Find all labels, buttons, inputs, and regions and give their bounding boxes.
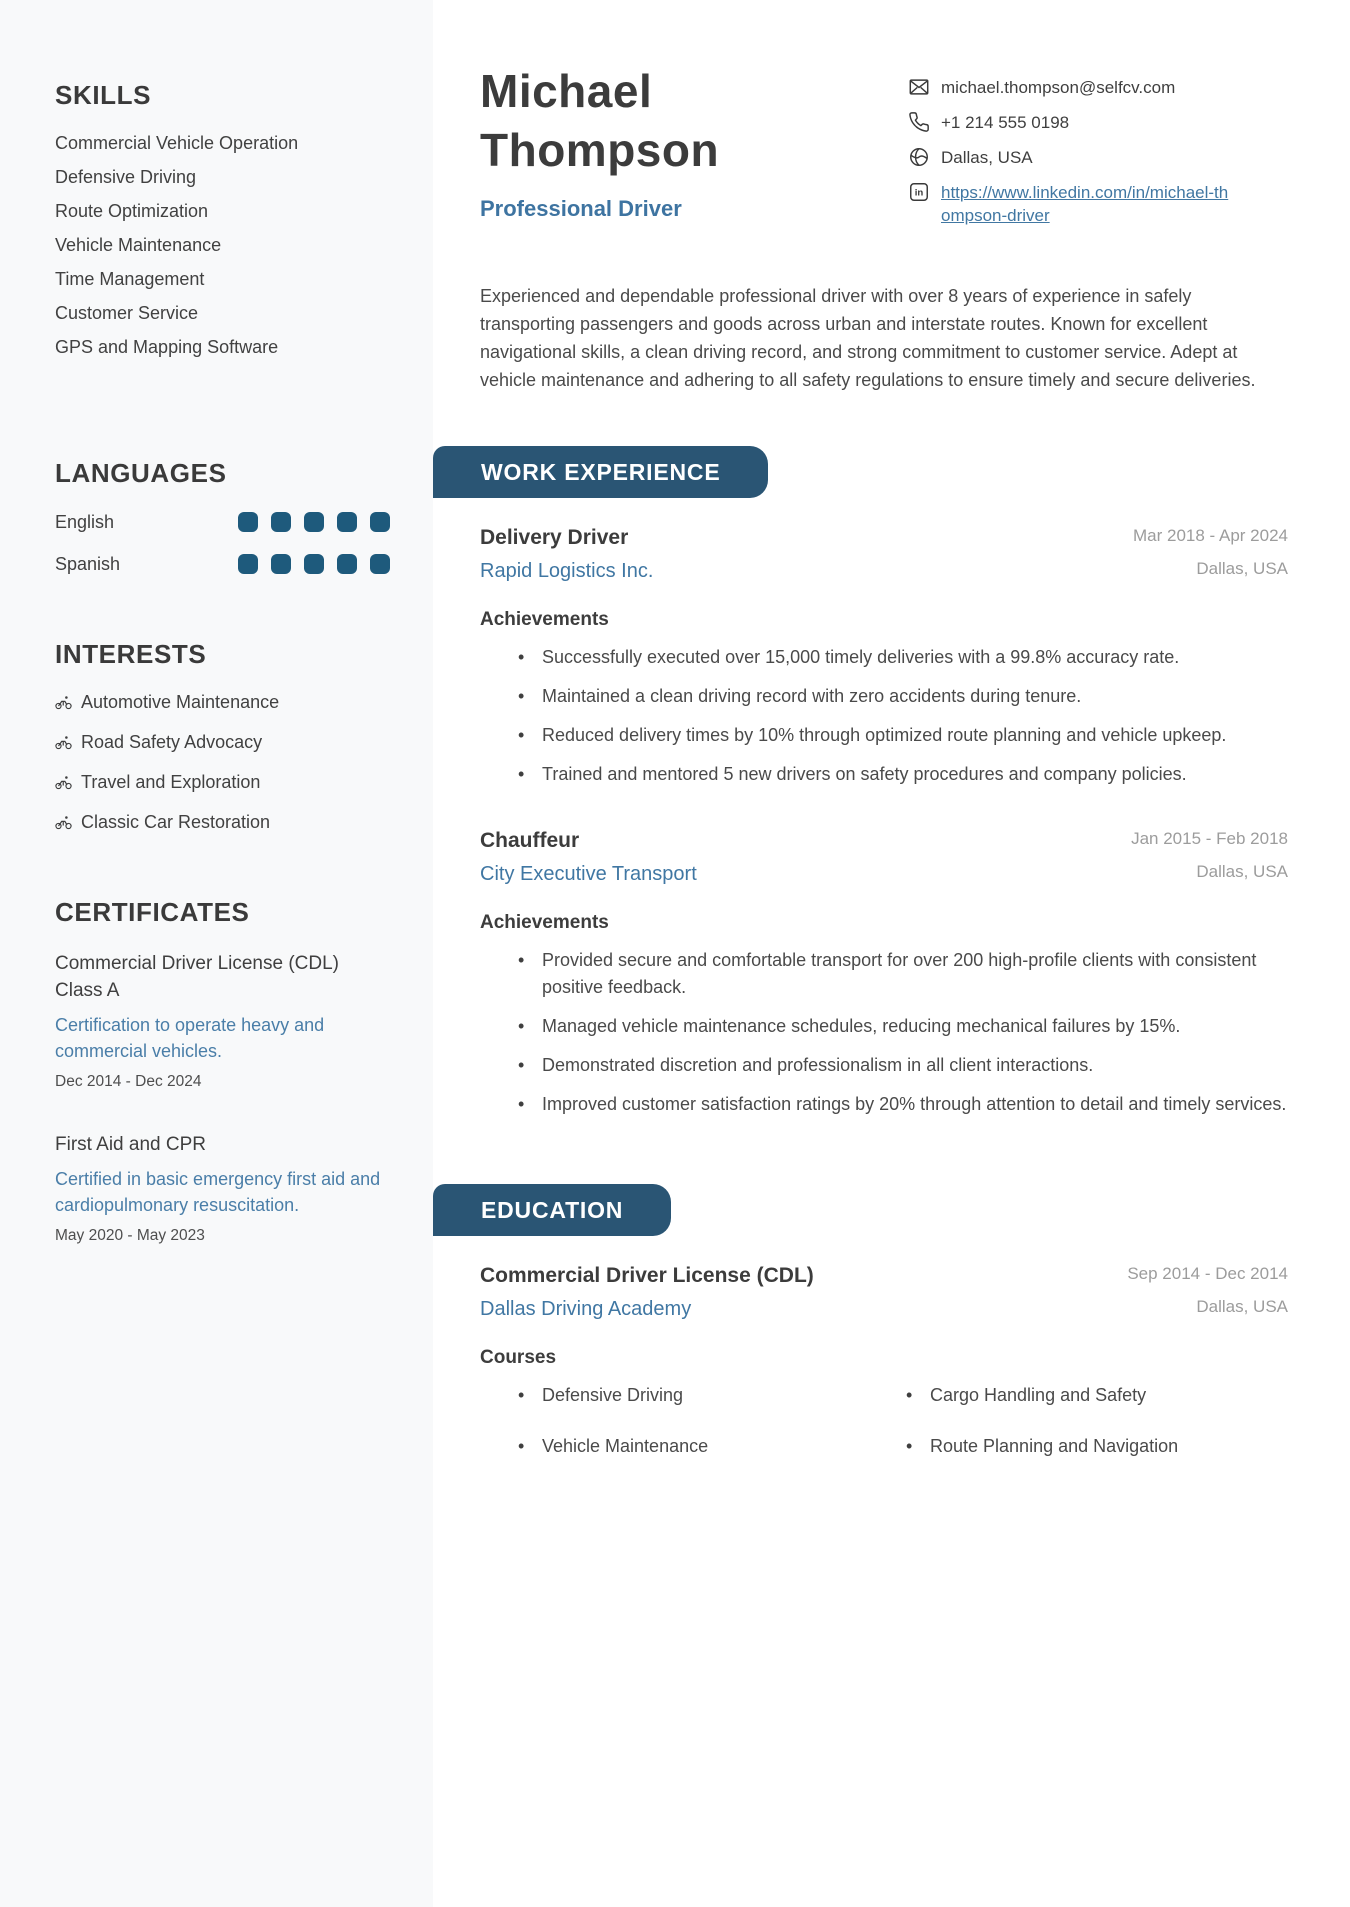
linkedin-icon [908,181,930,203]
certificate-description: Certification to operate heavy and commercial vehicles. [55,1015,325,1061]
skill-item: Route Optimization [55,201,209,221]
interest-label: Classic Car Restoration [81,812,271,832]
skill-item: Customer Service [55,303,199,323]
education-location: Dallas, USA [1196,1296,1288,1316]
level-square [304,554,324,574]
achievement-item: • Demonstrated discretion and professionalism in all client interactions. [480,1052,1288,1079]
education-period: Sep 2014 - Dec 2014 [1127,1263,1288,1283]
skill-item: Vehicle Maintenance [55,235,222,255]
person-name: Michael Thompson [480,65,720,176]
contact-phone-row [908,111,1288,134]
job-role: Delivery Driver [480,525,629,549]
interest-label: Automotive Maintenance [81,692,280,712]
svg-text:in: in [914,187,924,199]
cyclist-icon [55,775,72,790]
cyclist-icon [55,815,72,830]
language-level-indicator [225,554,390,574]
linkedin-link[interactable]: https://www.linkedin.com/in/michael-thompson-driver [941,183,1229,225]
skill-item: GPS and Mapping Software [55,337,279,357]
achievement-item: • Successfully executed over 15,000 timely deliveries with a 99.8% accuracy rate. [480,644,1288,671]
achievement-item: • Trained and mentored 5 new drivers on safety procedures and company policies. [480,761,1288,788]
course-item: • Cargo Handling and Safety [868,1382,1288,1409]
certificate-period: May 2020 - May 2023 [55,1227,205,1244]
job-header [480,828,1288,886]
contact-block [908,76,1288,239]
language-row [55,553,390,575]
level-square [238,512,258,532]
courses-label: Courses [480,1346,557,1368]
achievement-item: • Improved customer satisfaction ratings by 20% through attention to detail and timely services. [480,1091,1288,1118]
job-entry [480,828,1288,1118]
language-row [55,511,390,533]
interest-item [55,732,390,753]
skill-item: Time Management [55,269,205,289]
job-period: Mar 2018 - Apr 2024 [1133,525,1288,545]
certificate-item [55,950,390,1091]
education-header [480,1263,1288,1321]
achievements-label: Achievements [480,911,609,933]
certificate-description: Certified in basic emergency first aid and cardiopulmonary resuscitation. [55,1169,381,1215]
education-meta [1127,1263,1288,1321]
cyclist-icon [55,735,72,750]
course-item: • Route Planning and Navigation [868,1433,1288,1460]
skills-section [55,80,390,358]
job-title-block [480,828,697,886]
certificates-section [55,897,390,1245]
level-square [271,512,291,532]
certificates-title: CERTIFICATES [55,897,250,927]
job-role: Chauffeur [480,828,580,852]
languages-section [55,458,390,575]
skill-item: Commercial Vehicle Operation [55,133,299,153]
education-entry [480,1263,1288,1484]
contact-location-row [908,146,1288,169]
certificate-item [55,1131,390,1245]
resume-header [480,62,1288,225]
interest-item [55,692,390,713]
achievements-list [480,644,1288,788]
languages-title: LANGUAGES [55,458,227,488]
certificate-name: First Aid and CPR [55,1134,206,1155]
job-company: City Executive Transport [480,862,697,885]
sidebar [0,0,433,1907]
location-value: Dallas, USA [941,148,1033,167]
job-meta [1133,525,1288,583]
interest-item [55,772,390,793]
main-column [433,0,1350,1484]
education-title-block [480,1263,814,1321]
interest-label: Travel and Exploration [81,772,261,792]
achievement-item: • Maintained a clean driving record with zero accidents during tenure. [480,683,1288,710]
school-name: Dallas Driving Academy [480,1297,692,1320]
work-experience-section-title: WORK EXPERIENCE [433,446,768,498]
language-name: Spanish [55,553,121,574]
level-square [337,512,357,532]
cyclist-icon [55,695,72,710]
phone-icon [908,111,930,133]
certificate-name: Commercial Driver License (CDL) Class A [55,953,339,1001]
level-square [304,512,324,532]
email-value: michael.thompson@selfcv.com [941,78,1176,97]
course-item: • Defensive Driving [480,1382,868,1409]
degree-name: Commercial Driver License (CDL) [480,1263,814,1287]
professional-summary: Experienced and dependable professional driver with over 8 years of experience in safely transporting passengers and goods across urban and interstate routes. Known for excellent navigational skills, a clean driving record, and strong commitment to customer service. Adept at vehicle maintenance and adhering to all safety regulations to ensure timely and secure deliveries. [480,285,1256,390]
level-square [370,512,390,532]
contact-linkedin-row [908,181,1288,227]
certificate-period: Dec 2014 - Dec 2024 [55,1073,202,1090]
job-header [480,525,1288,583]
skills-title: SKILLS [55,80,152,110]
language-name: English [55,511,115,532]
job-location: Dallas, USA [1196,558,1288,578]
job-location: Dallas, USA [1196,861,1288,881]
courses-list [480,1382,1288,1484]
achievement-item: • Reduced delivery times by 10% through optimized route planning and vehicle upkeep. [480,722,1288,749]
achievement-item: • Managed vehicle maintenance schedules, reducing mechanical failures by 15%. [480,1013,1288,1040]
job-entry [480,525,1288,788]
education-section-title: EDUCATION [433,1184,671,1236]
achievements-label: Achievements [480,608,609,630]
language-level-indicator [225,512,390,532]
achievements-list [480,947,1288,1118]
interests-title: INTERESTS [55,639,207,669]
job-period: Jan 2015 - Feb 2018 [1131,828,1288,848]
level-square [271,554,291,574]
achievement-item: • Provided secure and comfortable transport for over 200 high-profile clients with consistent positive feedback. [480,947,1288,1001]
globe-icon [908,146,930,168]
level-square [238,554,258,574]
course-item: • Vehicle Maintenance [480,1433,868,1460]
level-square [337,554,357,574]
contact-email-row [908,76,1288,99]
job-meta [1131,828,1288,886]
level-square [370,554,390,574]
job-company: Rapid Logistics Inc. [480,559,654,582]
job-title-block [480,525,653,583]
envelope-icon [908,76,930,98]
phone-value: +1 214 555 0198 [941,113,1070,132]
person-job-title: Professional Driver [480,195,682,221]
interests-section [55,639,390,833]
interest-item [55,812,390,833]
skill-item: Defensive Driving [55,167,197,187]
interest-label: Road Safety Advocacy [81,732,263,752]
